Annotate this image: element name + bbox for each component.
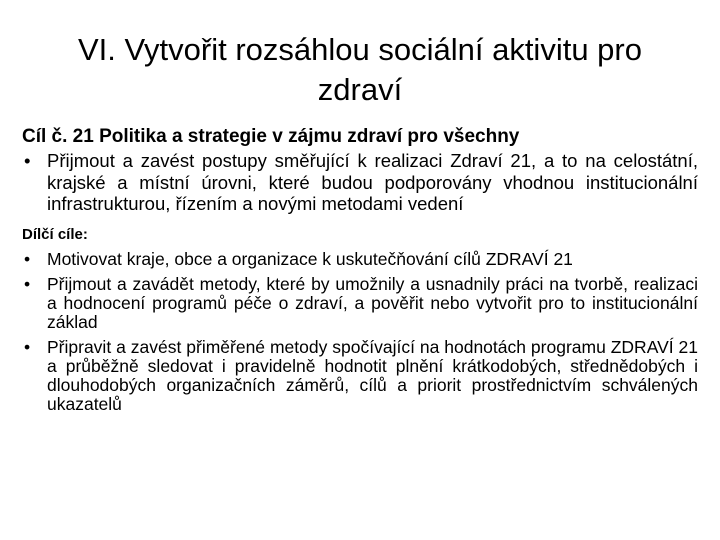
sub-goals-heading: Dílčí cíle: (22, 225, 88, 243)
bullet-icon: • (24, 150, 31, 171)
bullet-text: Motivovat kraje, obce a organizace k uskutečňování cílů ZDRAVÍ 21 (47, 248, 573, 269)
bullet-icon: • (24, 248, 31, 269)
slide-title: VI. Vytvořit rozsáhlou sociální aktivitu pro zdraví (78, 32, 642, 107)
list-item (22, 338, 698, 414)
bullet-icon: • (24, 336, 31, 357)
main-bullet-list (22, 150, 698, 215)
sub-goals-list (22, 250, 698, 414)
list-item (22, 150, 698, 215)
bullet-text: Připravit a zavést přiměřené metody spočívající na hodnotách programu ZDRAVÍ 21 a průběžně sledovat i pravidelně hodnotit plnění krátkodobých, střednědobých i dlouhodobých organizačních záměrů, cílů a priorit prostřednictvím schválených ukazatelů (47, 336, 698, 414)
bullet-text: Přijmout a zavést postupy směřující k realizaci Zdraví 21, a to na celostátní, krajské a místní úrovni, které budou podporovány vhodnou institucionální infrastrukturou, řízením a novými metodami vedení (47, 150, 698, 214)
list-item (22, 275, 698, 332)
bullet-text: Přijmout a zavádět metody, které by umožnily a usnadnily práci na tvorbě, realizaci a hodnocení programů péče o zdraví, a pověřit nebo vytvořit pro to institucionální základ (47, 273, 698, 332)
goal-heading: Cíl č. 21 Politika a strategie v zájmu zdraví pro všechny (22, 126, 520, 147)
bullet-icon: • (24, 273, 31, 294)
list-item (22, 250, 698, 269)
slide-content (22, 126, 698, 420)
